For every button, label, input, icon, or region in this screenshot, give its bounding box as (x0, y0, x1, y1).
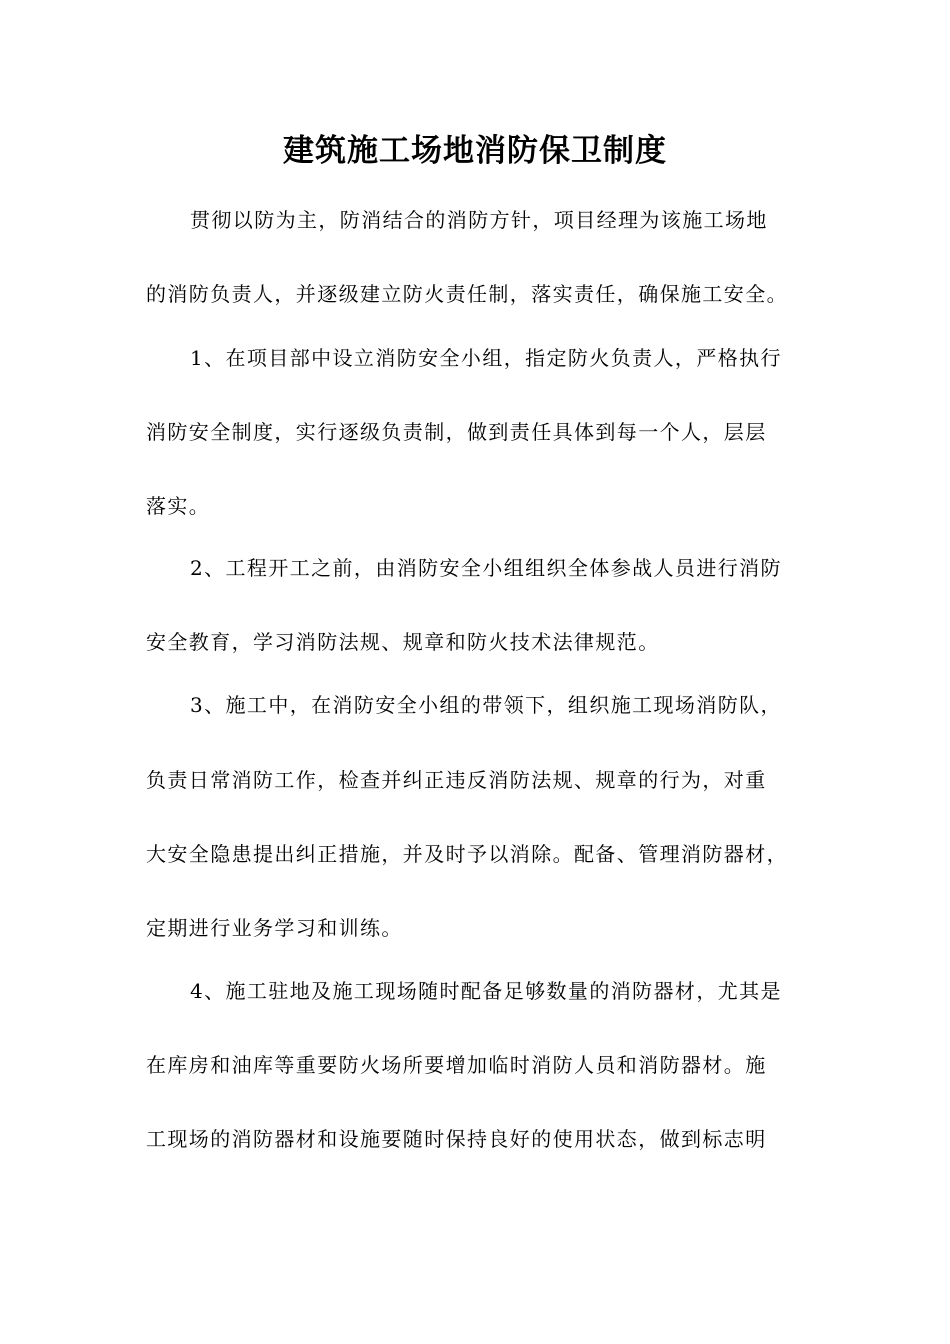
paragraph-line: 安全教育，学习消防法规、规章和防火技术法律规范。 (146, 630, 660, 654)
page-title: 建筑施工场地消防保卫制度 (283, 133, 667, 169)
paragraph-line: 消防安全制度，实行逐级负责制，做到责任具体到每一个人，层层 (146, 420, 767, 444)
paragraph-line: 落实。 (146, 494, 211, 518)
paragraph-line: 定期进行业务学习和训练。 (146, 916, 403, 940)
paragraph-line: 4、施工驻地及施工现场随时配备足够数量的消防器材，尤其是 (190, 979, 782, 1003)
paragraph-line: 在库房和油库等重要防火场所要增加临时消防人员和消防器材。施 (146, 1053, 767, 1077)
paragraph-line: 贯彻以防为主，防消结合的消防方针，项目经理为该施工场地 (190, 208, 768, 232)
paragraph-line: 2、工程开工之前，由消防安全小组组织全体参战人员进行消防 (190, 556, 782, 580)
paragraph-line: 工现场的消防器材和设施要随时保持良好的使用状态，做到标志明 (146, 1127, 767, 1151)
paragraph-line: 1、在项目部中设立消防安全小组，指定防火负责人，严格执行 (190, 346, 782, 370)
paragraph-line: 的消防负责人，并逐级建立防火责任制，落实责任，确保施工安全。 (146, 282, 788, 306)
paragraph-line: 负责日常消防工作，检查并纠正违反消防法规、规章的行为，对重 (146, 768, 767, 792)
paragraph-line: 3、施工中，在消防安全小组的带领下，组织施工现场消防队， (190, 693, 782, 717)
paragraph-line: 大安全隐患提出纠正措施，并及时予以消除。配备、管理消防器材， (146, 842, 788, 866)
